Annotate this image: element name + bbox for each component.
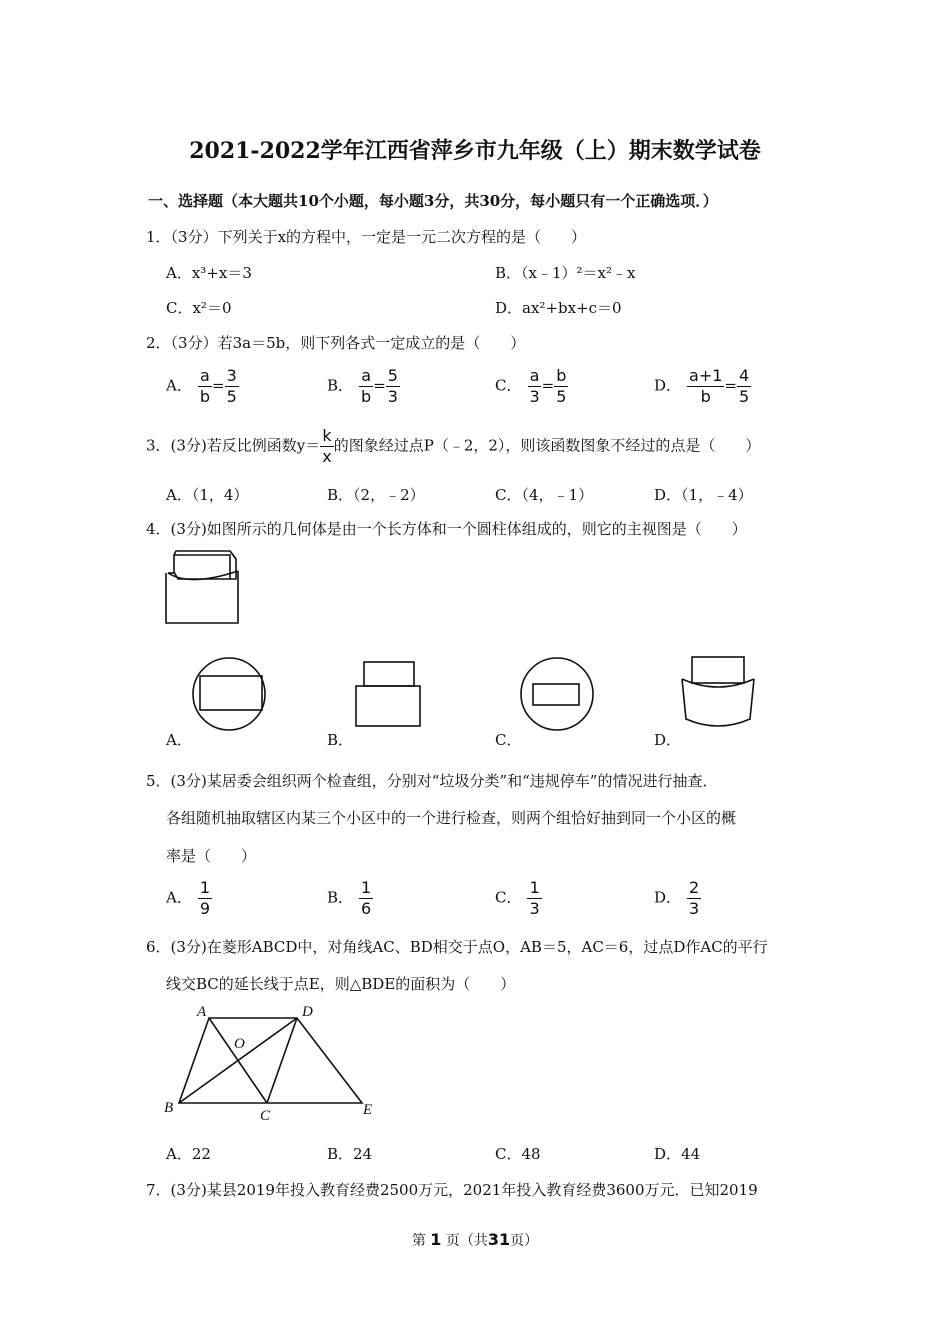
diagonal-bd (179, 1018, 297, 1103)
q4-option-a[interactable]: A． (166, 731, 192, 749)
question-6-line-2: 线交BC的延长线于点E，则△BDE的面积为（ ） (166, 975, 516, 993)
fraction-left: $\frac{a}{b}$ (199, 366, 210, 406)
q1-option-a[interactable]: A．x³+x＝3 (166, 264, 252, 282)
option-letter: A． (166, 888, 192, 907)
trapezoid-outline (179, 1018, 362, 1103)
question-7-line-1: 7．(3分)某县2019年投入教育经费2500万元，2021年投入教育经费3600万元．已知2019 (146, 1181, 758, 1199)
page-total: 31 (487, 1230, 511, 1249)
page-title: 2021-2022学年江西省萍乡市九年级（上）期末数学试卷 (189, 138, 761, 164)
q5-option-c[interactable] (495, 878, 542, 919)
q1-option-d[interactable]: D．ax²+bx+c＝0 (495, 299, 622, 317)
q6-option-c[interactable]: C．48 (495, 1145, 541, 1163)
fraction-right: $\frac{b}{5}$ (556, 366, 567, 406)
page-number: 1 (430, 1230, 442, 1249)
label-d: D (302, 1004, 313, 1020)
section-heading: 一、选择题（本大题共10个小题，每小题3分，共30分，每小题只有一个正确选项．） (148, 192, 718, 210)
fraction: $\frac{1}{6}$ (361, 878, 372, 918)
q6-rhombus-figure (160, 1000, 390, 1125)
fraction: $\frac{1}{9}$ (199, 878, 211, 918)
q2-option-a[interactable]: A． $\frac{a}{b}$ = $\frac{3}{5}$ (166, 366, 237, 406)
option-letter: B． (327, 376, 354, 395)
q5-option-a[interactable] (166, 878, 212, 919)
option-letter: C． (495, 888, 522, 907)
question-2-stem: 2．（3分）若3a＝5b，则下列各式一定成立的是（ ） (146, 334, 526, 352)
label-o: O (234, 1036, 245, 1052)
q2-option-b[interactable]: B． $\frac{a}{b}$ = $\frac{5}{3}$ (327, 366, 398, 406)
q4-option-b[interactable]: B． (327, 731, 354, 749)
q4-option-d[interactable]: D． (654, 731, 682, 749)
fraction-left: $\frac{a}{b}$ (361, 366, 372, 406)
question-4-stem: 4．(3分)如图所示的几何体是由一个长方体和一个圆柱体组成的，则它的主视图是（ ） (146, 520, 747, 538)
q5-option-d[interactable] (654, 878, 701, 919)
question-5-line-1: 5．(3分)某居委会组织两个检查组，分别对“垃圾分类”和“违规停车”的情况进行抽查． (146, 772, 718, 790)
label-e: E (363, 1102, 373, 1118)
option-letter: D． (654, 888, 682, 907)
q5-option-b[interactable] (327, 878, 373, 919)
q4-option-a-figure (190, 655, 270, 735)
question-5-line-2: 各组随机抽取辖区内某三个小区中的一个进行检查，则两个组恰好抽到同一个小区的概 (166, 809, 737, 827)
label-a: A (197, 1004, 207, 1020)
fraction-right: $\frac{4}{5}$ (739, 366, 750, 406)
label-c: C (260, 1108, 271, 1124)
option-letter: B． (327, 888, 354, 907)
option-letter: D． (654, 376, 682, 395)
segment-dc (267, 1018, 297, 1103)
option-letter: A． (166, 376, 192, 395)
q2-option-d[interactable]: D． $\frac{a+1}{b}$ = $\frac{4}{5}$ (654, 366, 750, 406)
question-6-line-1: 6．(3分)在菱形ABCD中，对角线AC、BD相交于点O，AB＝5，AC＝6，过点D作AC的平行 (146, 938, 768, 956)
q1-option-b[interactable]: B．（x﹣1）²＝x²﹣x (495, 264, 636, 282)
fraction-right: $\frac{3}{5}$ (226, 366, 237, 406)
q6-option-d[interactable]: D．44 (654, 1145, 701, 1163)
q1-option-c[interactable]: C．x²＝0 (166, 299, 232, 317)
fraction: $\frac{1}{3}$ (529, 878, 540, 918)
q4-solid-figure (160, 545, 250, 630)
fraction-left: $\frac{a+1}{b}$ (689, 366, 723, 406)
fraction-right: $\frac{5}{3}$ (387, 366, 398, 406)
fraction-left: $\frac{a}{3}$ (529, 366, 540, 406)
label-b: B (164, 1100, 174, 1116)
fraction: $\frac{2}{3}$ (689, 878, 700, 918)
q6-option-b[interactable]: B．24 (327, 1145, 373, 1163)
q3-option-a[interactable]: A．（1，4） (166, 486, 249, 504)
question-3-stem: 3．(3分)若反比例函数y＝ $\frac{k}{x}$ 的图象经过点P（﹣2，2），则该函数图象不经过的点是（ ） (146, 426, 761, 466)
q3-option-d[interactable]: D．（1，﹣4） (654, 486, 753, 504)
q3-option-c[interactable]: C．（4，﹣1） (495, 486, 594, 504)
q6-option-a[interactable]: A．22 (166, 1145, 211, 1163)
q2-option-c[interactable]: C． $\frac{a}{3}$ = $\frac{b}{5}$ (495, 366, 567, 406)
page-footer: 第 1 页（共31页） (411, 1230, 539, 1249)
q4-option-c-figure (518, 655, 598, 735)
q4-option-c[interactable]: C． (495, 731, 522, 749)
option-letter: C． (495, 376, 522, 395)
q4-option-d-figure (678, 655, 768, 727)
q3-option-b[interactable]: B．（2，﹣2） (327, 486, 425, 504)
fraction-k-over-x: $\frac{k}{x}$ (322, 426, 332, 466)
q4-option-b-figure (350, 658, 430, 730)
question-5-line-3: 率是（ ） (166, 847, 257, 865)
question-1-stem: 1．（3分）下列关于x的方程中，一定是一元二次方程的是（ ） (146, 228, 587, 246)
